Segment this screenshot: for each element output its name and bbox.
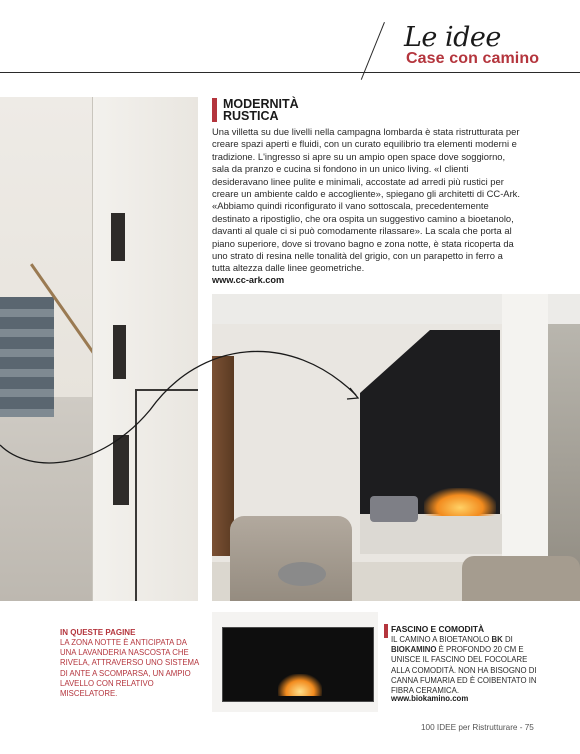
section-title: Le idee <box>404 22 501 53</box>
photo-fire <box>424 488 496 516</box>
article-title <box>223 98 373 122</box>
curved-arrow-icon <box>0 300 370 480</box>
caption-heading: IN QUESTE PAGINE <box>60 628 136 637</box>
product-body-pre: IL CAMINO A BIOETANOLO <box>391 635 492 644</box>
photo-cushion <box>370 496 418 522</box>
photo-armchair <box>230 516 352 601</box>
product-accent-bar <box>384 624 388 638</box>
article-body: Una villetta su due livelli nella campagna lombarda è stata ristrutturata per creare spazi aperti e fluidi, con un curato equilibrio tra elementi moderni e tradizione. L'ingresso si apre su un ampio open space dove soggiorno, sala da pranzo e cucina si fondono in un unico living. «I clienti desideravano linee pulite e minimali, accostate ad arredi più rustici per creare un ambiente caldo e accogliente», spiegano gli architetti di CC-Ark. «Abbiamo quindi riconfigurato il vano sottoscala, precedentemente destinato a ripostiglio, che ora ospita un suggestivo camino a bioetanolo, davanti al quale ci si può comodamente rilassare». La scala che porta al piano superiore, dove si trovano bagno e zona notte, è stata ricoperta da uno strato di resina nelle tonalità del grigio, con un parapetto in ferro a tutta altezza dalle linee geometriche. <box>212 126 520 274</box>
article-link[interactable]: www.cc-ark.com <box>212 275 285 285</box>
photo-niche <box>111 213 125 261</box>
article-title-line1: MODERNITÀ <box>223 97 299 111</box>
product-heading: FASCINO E COMODITÀ <box>391 624 485 634</box>
product-body-post: È PROFONDO 20 CM E UNISCE IL FASCINO DEL FOCOLARE ALLA COMODITÀ. NON HA BISOGNO DI CANNA FUMARIA ED È COIBENTATO IN FIBRA CERAMICA. <box>391 645 537 696</box>
photo-sofa <box>462 556 580 601</box>
article-accent-bar <box>212 98 217 122</box>
photo-cat <box>278 562 326 586</box>
caption-body: LA ZONA NOTTE È ANTICIPATA DA UNA LAVANDERIA NASCOSTA CHE RIVELA, ATTRAVERSO UNO SISTEMA DI ANTE A SCOMPARSA, UN AMPIO LAVELLO CON RELATIVO MISCELATORE. <box>60 638 199 699</box>
product-link[interactable]: www.biokamino.com <box>391 694 469 703</box>
page-footer: 100 IDEE per Ristrutturare - 75 <box>421 723 534 732</box>
header-rule <box>0 72 580 73</box>
product-flame <box>278 674 322 696</box>
section-subtitle: Case con camino <box>406 50 540 67</box>
product-body-mid: DI <box>502 635 513 644</box>
photo-white-column <box>502 294 548 601</box>
product-code: BK <box>491 635 503 644</box>
article-title-line2: RUSTICA <box>223 109 279 123</box>
product-body <box>391 635 541 696</box>
product-brand: BIOKAMINO <box>391 645 437 655</box>
